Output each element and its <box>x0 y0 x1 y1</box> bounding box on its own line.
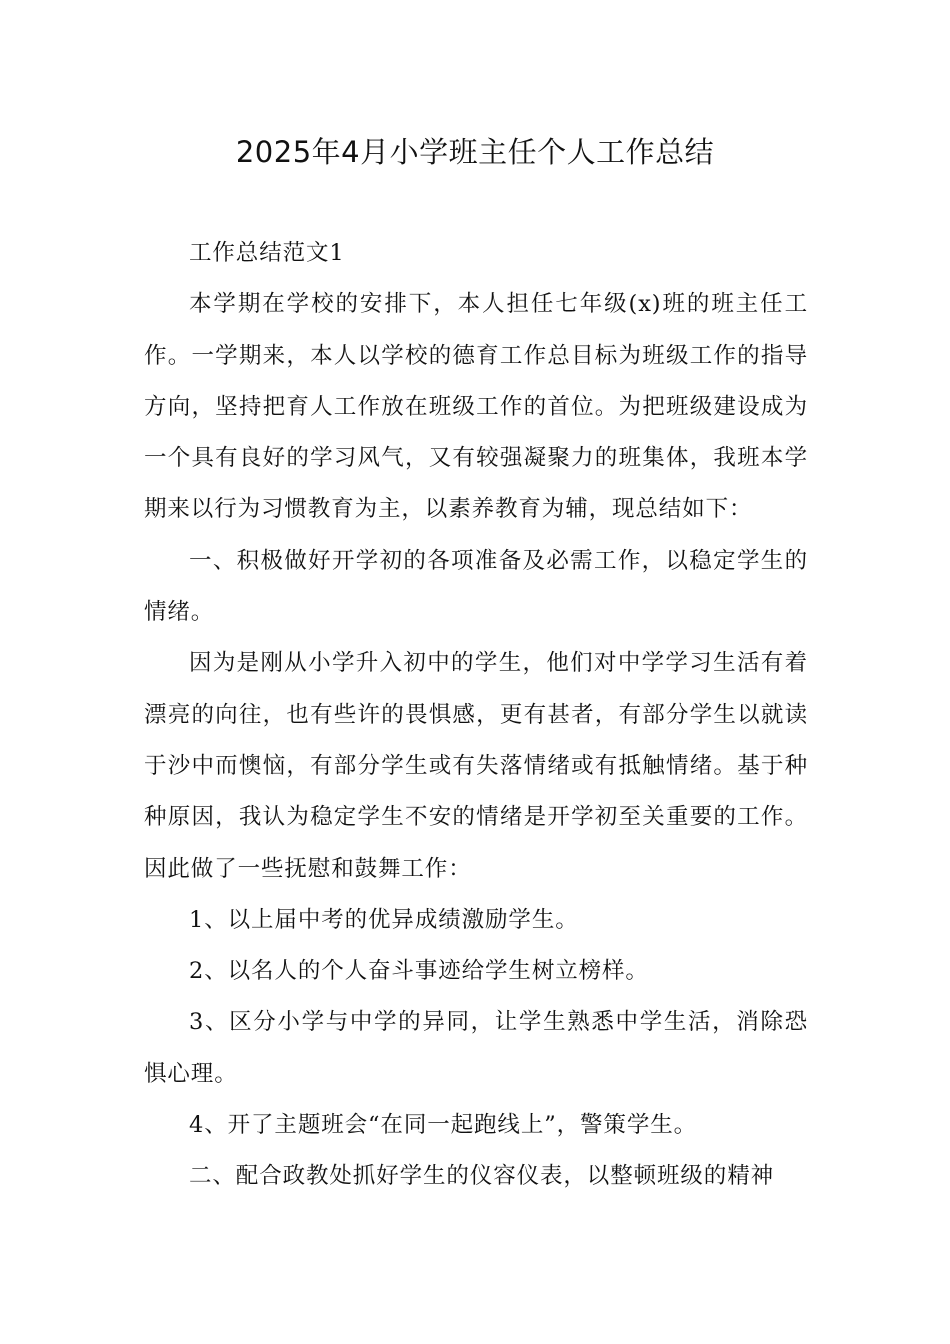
heading-two: 二、配合政教处抓好学生的仪容仪表，以整顿班级的精神 <box>189 1163 775 1190</box>
paragraph-reason: 因为是刚从小学升入初中的学生，他们对中学学习生活有着漂亮的向往，也有些许的畏惧感，更有甚者，有部分学生以就读于沙中而懊恼，有部分学生或有失落情绪或有抵触情绪。基于种种原因，我认为稳定学生不安的情绪是开学初至关重要的工作。因此做了一些抚慰和鼓舞工作： <box>144 650 808 882</box>
document-body <box>144 228 808 1203</box>
section-label: 工作总结范文1 <box>189 240 345 266</box>
document-title: 2025年4月小学班主任个人工作总结 <box>235 135 715 169</box>
list-item-3: 3、区分小学与中学的异同，让学生熟悉中学生活，消除恐惧心理。 <box>144 1009 808 1087</box>
heading-one: 一、积极做好开学初的各项准备及必需工作，以稳定学生的情绪。 <box>144 547 808 626</box>
list-item-1: 1、以上届中考的优异成绩激励学生。 <box>189 906 579 933</box>
paragraph-intro: 本学期在学校的安排下，本人担任七年级(x)班的班主任工作。一学期来，本人以学校的德育工作总目标为班级工作的指导方向，坚持把育人工作放在班级工作的首位。为把班级建设成为一个具有良好的学习风气，又有较强凝聚力的班集体，我班本学期来以行为习惯教育为主，以素养教育为辅，现总结如下： <box>144 291 808 523</box>
list-item-4: 4、开了主题班会“在同一起跑线上”，警策学生。 <box>189 1112 698 1139</box>
list-item-2: 2、以名人的个人奋斗事迹给学生树立榜样。 <box>189 958 649 985</box>
